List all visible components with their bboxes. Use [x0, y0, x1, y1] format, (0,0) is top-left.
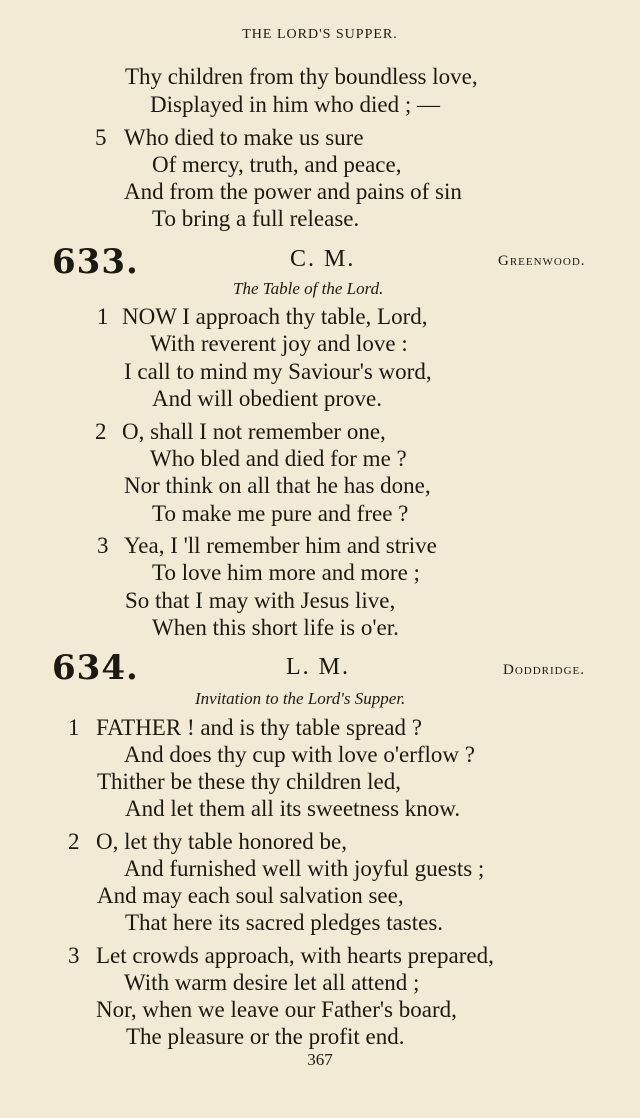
- verse-line: And will obedient prove.: [152, 386, 382, 411]
- tune-name: Doddridge.: [503, 662, 586, 678]
- verse-line: To bring a full release.: [152, 206, 360, 231]
- verse-line: FATHER ! and is thy table spread ?: [96, 715, 422, 740]
- stanza-number: 1: [97, 304, 109, 329]
- verse-line: And may each soul salvation see,: [97, 883, 404, 908]
- verse-line: Who bled and died for me ?: [150, 446, 407, 471]
- verse-line: And furnished well with joyful guests ;: [124, 856, 485, 881]
- stanza-number: 2: [95, 419, 107, 444]
- hymn-title: Invitation to the Lord's Supper.: [195, 689, 406, 708]
- verse-line: That here its sacred pledges tastes.: [125, 910, 444, 935]
- verse-line: Of mercy, truth, and peace,: [152, 152, 402, 177]
- verse-line: Who died to make us sure: [124, 125, 364, 150]
- verse-line: To make me pure and free ?: [152, 501, 409, 526]
- verse-line: Nor think on all that he has done,: [124, 473, 431, 498]
- hymn-title: The Table of the Lord.: [233, 279, 384, 298]
- meter: C. M.: [290, 246, 356, 272]
- verse-line: So that I may with Jesus live,: [125, 588, 396, 613]
- verse-line: O, shall I not remember one,: [122, 419, 386, 444]
- verse-line: I call to mind my Saviour's word,: [124, 359, 432, 384]
- stanza-number: 3: [97, 533, 109, 558]
- tune-name: Greenwood.: [498, 253, 586, 269]
- hymn-number: 634.: [52, 648, 139, 688]
- verse-line: Nor, when we leave our Father's board,: [96, 997, 457, 1022]
- meter: L. M.: [286, 654, 350, 680]
- hymn-number: 633.: [52, 242, 139, 282]
- verse-line: Yea, I 'll remember him and strive: [124, 533, 437, 558]
- stanza-number: 5: [95, 125, 107, 150]
- verse-line: With warm desire let all attend ;: [124, 970, 420, 995]
- verse-line: And from the power and pains of sin: [124, 179, 462, 204]
- verse-line: When this short life is o'er.: [152, 615, 399, 640]
- running-head: THE LORD'S SUPPER.: [242, 27, 398, 42]
- verse-line: Displayed in him who died ; —: [150, 92, 441, 117]
- stanza-number: 1: [68, 715, 80, 740]
- page-number: 367: [307, 1050, 333, 1069]
- verse-line: To love him more and more ;: [152, 560, 420, 585]
- verse-line: The pleasure or the profit end.: [126, 1024, 405, 1049]
- verse-line: And does thy cup with love o'erflow ?: [124, 742, 475, 767]
- verse-line: Thy children from thy boundless love,: [125, 64, 478, 89]
- verse-line: With reverent joy and love :: [150, 331, 408, 356]
- verse-line: And let them all its sweetness know.: [125, 796, 461, 821]
- verse-line: Thither be these thy children led,: [97, 769, 402, 794]
- verse-line: NOW I approach thy table, Lord,: [122, 304, 428, 329]
- stanza-number: 2: [68, 829, 80, 854]
- verse-line: O, let thy table honored be,: [96, 829, 348, 854]
- verse-line: Let crowds approach, with hearts prepared,: [96, 943, 494, 968]
- stanza-number: 3: [68, 943, 80, 968]
